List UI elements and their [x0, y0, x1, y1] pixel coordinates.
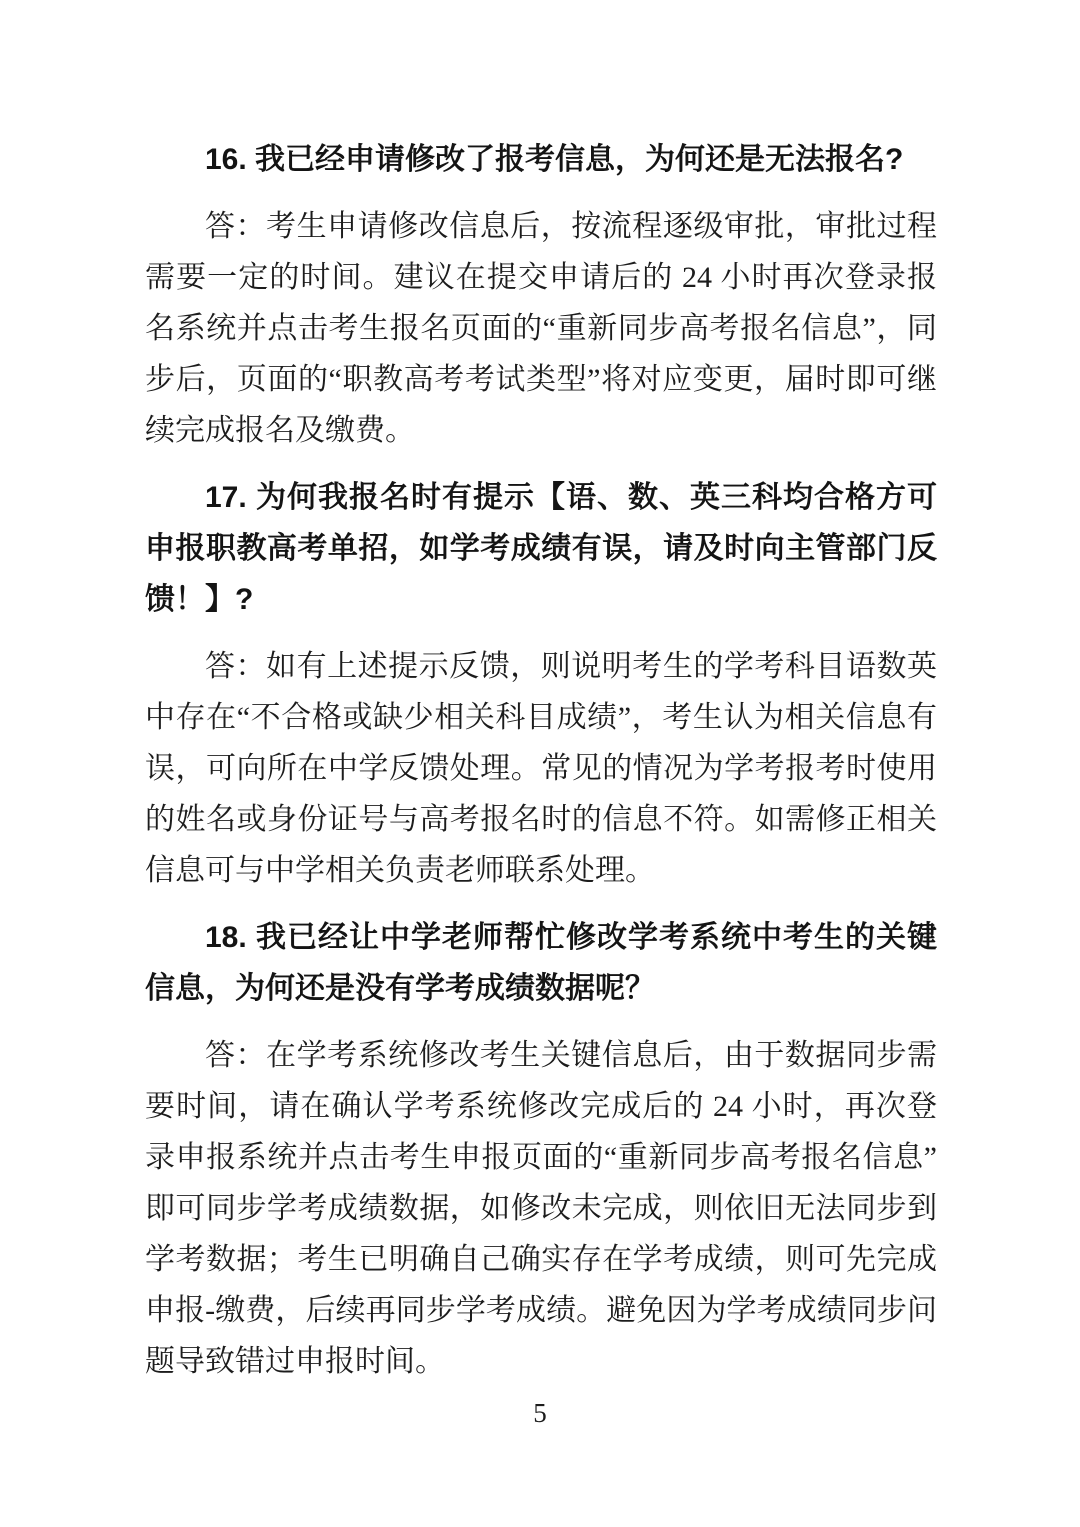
answer-18-paragraph: 答：在学考系统修改考生关键信息后，由于数据同步需要时间，请在确认学考系统修改完成后的 24 小时，再次登录申报系统并点击考生申报页面的“重新同步高考报名信息”即可同步学考成绩数据，如修改未完成，则依旧无法同步到学考数据；考生已明确自己确实存在学考成绩，则可先完成申报-缴费，后续再同步学考成绩。避免因为学考成绩同步问题导致错过申报时间。: [145, 1039, 937, 1378]
answer-17-paragraph: 答：如有上述提示反馈，则说明考生的学考科目语数英中存在“不合格或缺少相关科目成绩”，考生认为相关信息有误，可向所在中学反馈处理。常见的情况为学考报考时使用的姓名或身份证号与高考报名时的信息不符。如需修正相关信息可与中学相关负责老师联系处理。: [145, 650, 937, 887]
question-16-heading: 16. 我已经申请修改了报考信息，为何还是无法报名?: [205, 143, 904, 176]
answer-16-paragraph: 答：考生申请修改信息后，按流程逐级审批，审批过程需要一定的时间。建议在提交申请后的 24 小时再次登录报名系统并点击考生报名页面的“重新同步高考报名信息”，同步后，页面的“职教高考考试类型”将对应变更，届时即可继续完成报名及缴费。: [145, 210, 937, 447]
faq-item-17: [145, 472, 937, 896]
faq-item-18: [145, 912, 937, 1387]
faq-item-16: [145, 134, 937, 456]
question-18-heading: 18. 我已经让中学老师帮忙修改学考系统中考生的关键信息，为何还是没有学考成绩数据呢？: [145, 921, 937, 1005]
page-number: 5: [533, 1398, 547, 1428]
question-17-heading: 17. 为何我报名时有提示【语、数、英三科均合格方可申报职教高考单招，如学考成绩有误，请及时向主管部门反馈！】?: [145, 481, 937, 616]
